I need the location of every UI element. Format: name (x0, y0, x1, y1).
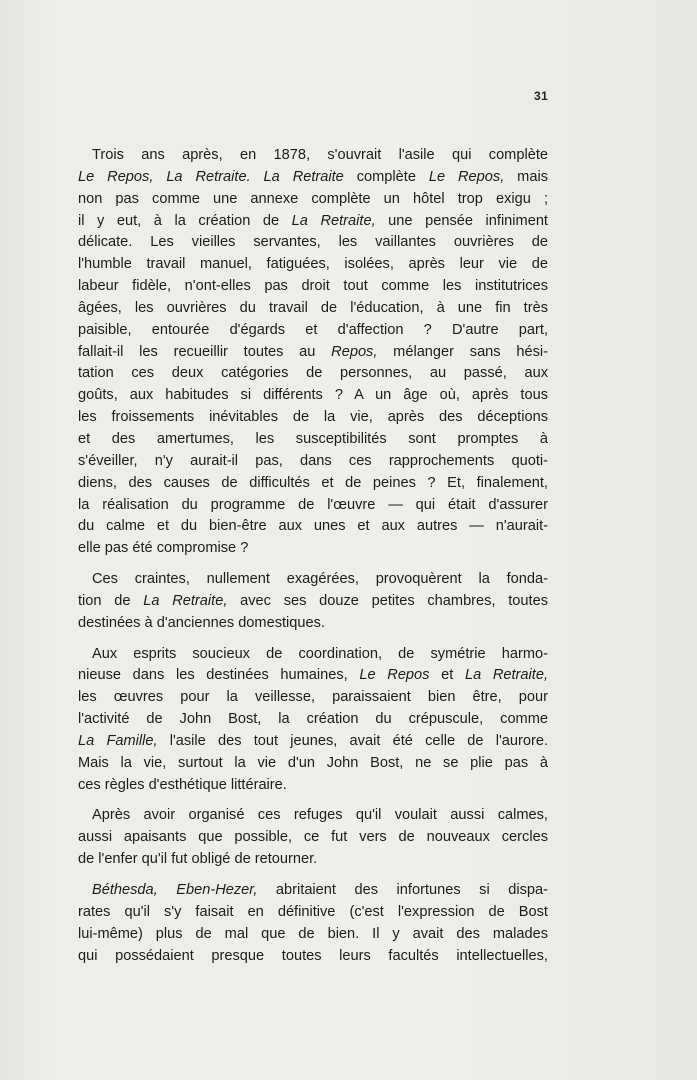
text-line: Ces craintes, nullement exagérées, provoquèrent la fonda- (92, 571, 548, 588)
text-line: tation ces deux catégories de personnes, au passé, aux (78, 365, 548, 382)
text-line: ces règles d'esthétique littéraire. (78, 776, 287, 793)
text-line: fallait-il les recueillir toutes au Repos, mélanger sans hési- (78, 343, 548, 360)
text-line: les froissements inévitables de la vie, après des déceptions (78, 409, 548, 426)
text-line: âgées, les ouvrières du travail de l'éducation, à une fin très (78, 299, 548, 316)
text-line: diens, des causes de difficultés et de peines ? Et, finalement, (78, 474, 548, 491)
text-line: l'humble travail manuel, fatiguées, isolées, après leur vie de (78, 256, 548, 273)
text-line: Béthesda, Eben-Hezer, abritaient des infortunes si dispa- (92, 882, 549, 898)
text-line: lui-même) plus de mal que de bien. Il y avait des malades (78, 925, 548, 942)
text-line: tion de La Retraite, avec ses douze petites chambres, toutes (78, 592, 549, 609)
text-line: aussi apaisants que possible, ce fut vers de nouveaux cercles (78, 829, 548, 846)
text-line: du calme et du bien-être aux unes et aux autres — n'aurait- (78, 518, 548, 535)
text-line: Trois ans après, en 1878, s'ouvrait l'asile qui complète (92, 147, 548, 163)
text-line: rates qu'il s'y faisait en définitive (c'est l'expression de Bost (78, 903, 548, 920)
paragraph (78, 805, 548, 871)
page-number: 31 (534, 89, 549, 103)
text-line: Aux esprits soucieux de coordination, de symétrie harmo- (92, 645, 548, 662)
text-line: l'activité de John Bost, la création du crépuscule, comme (78, 711, 548, 728)
text-line: s'éveiller, n'y aurait-il pas, dans ces rapprochements quoti- (78, 452, 548, 469)
paragraph (78, 145, 548, 560)
paragraph (78, 880, 548, 967)
text-line: la réalisation du programme de l'œuvre — qui était d'assurer (78, 496, 548, 513)
text-line: il y eut, à la création de La Retraite, une pensée infiniment (78, 212, 548, 229)
text-line: destinées à d'anciennes domestiques. (78, 614, 325, 631)
text-line: délicate. Les vieilles servantes, les vaillantes ouvrières de (78, 234, 548, 251)
text-line: qui possédaient presque toutes leurs facultés intellectuelles, (78, 947, 548, 964)
text-line: les œuvres pour la veillesse, paraissaient bien être, pour (78, 689, 548, 706)
text-line: de l'enfer qu'il fut obligé de retourner. (78, 851, 318, 868)
text-line: elle pas été compromise ? (78, 540, 249, 557)
text-line: et des amertumes, les susceptibilités sont promptes à (78, 430, 548, 447)
text-line: Mais la vie, surtout la vie d'un John Bost, ne se plie pas à (78, 754, 548, 771)
text-line: nieuse dans les destinées humaines, Le Repos et La Retraite, (78, 667, 548, 684)
paragraph (78, 644, 548, 797)
text-line: labeur fidèle, n'ont-elles pas droit tout comme les institutrices (78, 278, 548, 295)
text-line: non pas comme une annexe complète un hôtel trop exigu ; (78, 190, 548, 207)
text-line: goûts, aux habitudes si différents ? A un âge où, après tous (78, 387, 548, 404)
paragraph (78, 569, 548, 635)
text-line: La Famille, l'asile des tout jeunes, avait été celle de l'aurore. (78, 732, 549, 749)
text-line: Le Repos, La Retraite. La Retraite complète Le Repos, mais (78, 168, 548, 185)
text-line: paisible, entourée d'égards et d'affection ? D'autre part, (78, 321, 548, 338)
body-text (78, 145, 548, 967)
text-line: Après avoir organisé ces refuges qu'il voulait aussi calmes, (92, 807, 548, 824)
